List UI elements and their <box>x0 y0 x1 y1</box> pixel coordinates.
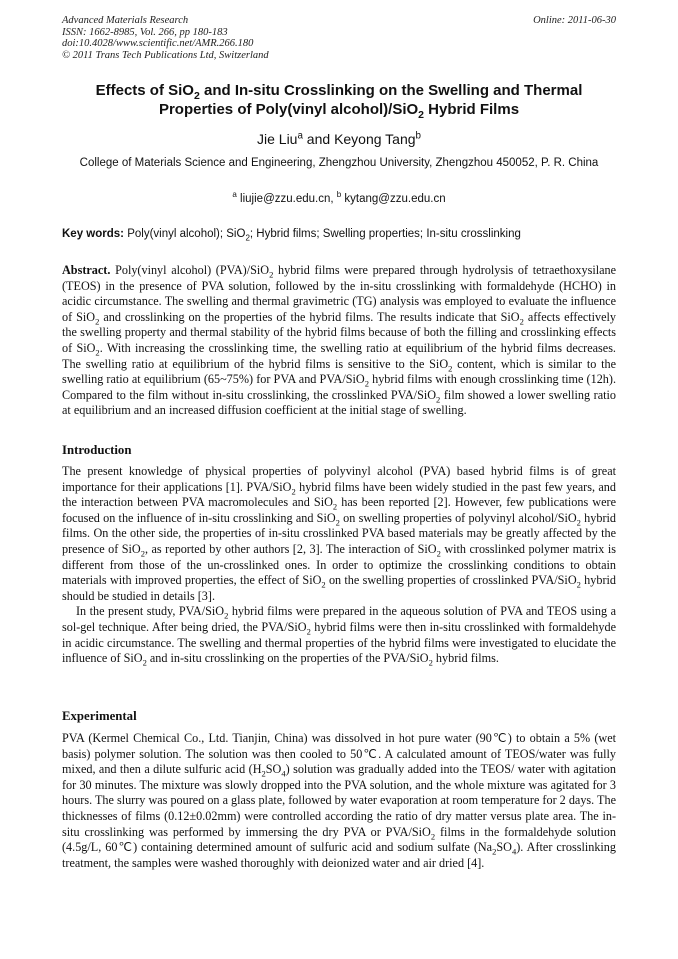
author-list: Jie Liu$^a$ and Keyong Tang$^b$ <box>257 130 421 147</box>
abstract: Abstract. Poly(vinyl alcohol) (PVA)/SiO$_2$ hybrid films were prepared through hydrolysis of tetraethoxysilane (TEOS) in the presence of PVA solution, followed by the in-situ crosslinking with formaldehyde (HCHO) in acidic circumstance. The swelling and thermal gravimetric (TG) analysis was employed to evaluate the influence of SiO$_2$ and crosslinking on the properties of the hybrid films. The results indicate that SiO$_2$ affects effectively the swelling property and thermal stability of the hybrid films because of both the filling and crosslinking effects of SiO$_2$. With increasing the crosslinking time, the swelling ratio at equilibrium of the hybrid films decreases. The swelling ratio at equilibrium of the hybrid films is sensitive to the SiO$_2$ content, which is similar to the swelling ratio at equilibrium (65~75%) for PVA and PVA/SiO$_2$ hybrid films with enough crosslinking time (12h). Compared to the film without in-situ crosslinking, the crosslinked PVA/SiO$_2$ film showed a lower swelling ratio at equilibrium and an increased diffusion coefficient at the initial stage of swelling. <box>62 263 617 418</box>
issn-line: ISSN: 1662-8985, Vol. 266, pp 180-183 <box>62 26 228 38</box>
author-emails: $^a$ liujie@zzu.edu.cn, $^b$ kytang@zzu.edu.cn <box>232 190 446 205</box>
section-heading-experimental: Experimental <box>62 709 137 723</box>
journal-header <box>62 15 269 61</box>
abstract-label: Abstract. <box>62 263 111 277</box>
paragraph: In the present study, PVA/SiO$_2$ hybrid films were prepared in the aqueous solution of PVA and TEOS using a sol-gel technique. After being dried, the PVA/SiO$_2$ hybrid films were then in-situ crosslinked with formaldehyde in acidic circumstance. The swelling and thermal properties of the hybrid films were investigated to elucidate the influence of SiO$_2$ and in-situ crosslinking on the properties of the PVA/SiO$_2$ hybrid films. <box>62 604 617 668</box>
paper-title: Effects of SiO$_2$ and In-situ Crosslinking on the Swelling and Thermal Properties of Poly(vinyl alcohol)/SiO$_2$ Hybrid Films <box>95 82 583 121</box>
affiliation: College of Materials Science and Engineering, Zhengzhou University, Zhengzhou 450052, P. R. China <box>79 157 599 169</box>
doi-line: doi:10.4028/www.scientific.net/AMR.266.180 <box>62 38 254 50</box>
paragraph: The present knowledge of physical properties of polyvinyl alcohol (PVA) based hybrid films is of great importance for their applications [1]. PVA/SiO$_2$ hybrid films have been widely studied in the past few years, and the interaction between PVA macromolecules and SiO$_2$ has been reported [2]. However, few publications were focused on the influence of in-situ crosslinking and SiO$_2$ on swelling properties of polyvinyl alcohol/SiO$_2$ hybrid films. On the other side, the properties of in-situ crosslinked PVA based materials may be greatly affected by the presence of SiO$_2$, as reported by other authors [2, 3]. The interaction of SiO$_2$ with crosslinked polymer matrix is different from those of the un-crosslinked ones. In order to optimize the crosslinking conditions to obtain materials with improved properties, the effect of SiO$_2$ on the swelling properties of crosslinked PVA/SiO$_2$ hybrid should be studied in details [3]. <box>62 464 617 603</box>
author-name: Jie Liu <box>257 131 298 147</box>
section-heading-introduction: Introduction <box>62 443 132 457</box>
copyright-line: © 2011 Trans Tech Publications Ltd, Switzerland <box>62 49 269 61</box>
online-date: Online: 2011-06-30 <box>533 15 616 26</box>
paragraph: PVA (Kermel Chemical Co., Ltd. Tianjin, China) was dissolved in hot pure water (90℃) to obtain a 5% (wet basis) polymer solution. The solution was then cooled to 50℃. A calculated amount of TEOS/water was fully mixed, and then a dilute sulfuric acid $(H_2SO_4)$ solution was gradually added into the TEOS/ water with agitation for 30 minutes. The mixture was slowly dropped into the PVA solution, and the whole mixture was agitated for 3 hours. The slurry was poured on a glass plate, followed by water evaporation at room temperature for 2 days. The thicknesses of films (0.12±0.02mm) were controlled according the ratio of dry matter versus plate area. The in-situ crosslinking was performed by immersing the dry PVA or PVA/SiO$_2$ films in the formaldehyde solution (4.5g/L, 60℃) containing determined amount of sulfuric acid and sodium sulfate $(Na_2SO_4)$. After crosslinking treatment, the samples were washed thoroughly with deionized water and air dried [4]. <box>62 731 616 870</box>
journal-name: Advanced Materials Research <box>62 15 189 26</box>
introduction-body <box>62 464 616 667</box>
author-name: Keyong Tang <box>334 131 416 147</box>
experimental-body <box>62 731 616 871</box>
keywords: Key words: Poly(vinyl alcohol); SiO$_2$; Hybrid films; Swelling properties; In-situ crosslinking <box>62 228 521 243</box>
keywords-label: Key words: <box>62 228 124 240</box>
